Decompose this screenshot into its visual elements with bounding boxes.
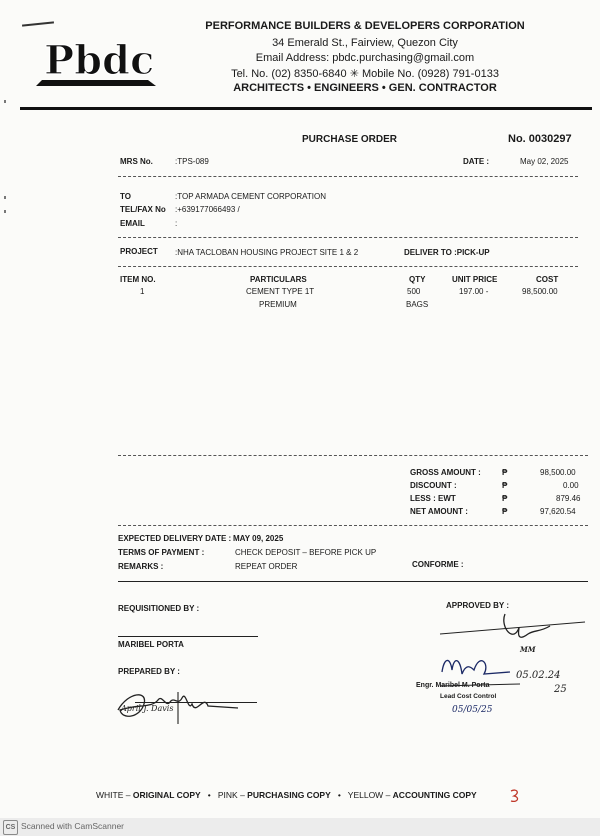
net-label: NET AMOUNT :: [410, 507, 468, 516]
signature-line: [118, 636, 258, 637]
less-label: LESS : EWT: [410, 494, 456, 503]
divider: [118, 266, 578, 267]
margin-mark: [22, 21, 54, 26]
bullet: •: [337, 790, 341, 800]
telfax-label: TEL/FAX No: [120, 205, 166, 214]
company-phones: Tel. No. (02) 8350-6840 ✳ Mobile No. (0928) 791-0133: [231, 68, 499, 80]
telfax-value: :+639177066493 /: [175, 205, 240, 214]
company-tagline: ARCHITECTS • ENGINEERS • GEN. CONTRACTOR: [233, 82, 497, 94]
margin-mark: [4, 210, 6, 213]
currency-sign: ₱: [502, 507, 508, 516]
requisitioned-name: MARIBEL PORTA: [118, 640, 184, 649]
page-title: PURCHASE ORDER: [302, 134, 398, 145]
mrs-value: :TPS-089: [175, 157, 209, 166]
col-header-particulars: PARTICULARS: [250, 275, 307, 284]
particulars-line-1: CEMENT TYPE 1T: [246, 287, 315, 296]
margin-mark: [4, 196, 6, 199]
header-rule: [20, 107, 592, 110]
divider: [118, 455, 588, 456]
unit-price: 197.00 -: [459, 287, 489, 296]
approver-title: Lead Cost Control: [440, 693, 497, 700]
item-no: 1: [140, 287, 145, 296]
mrs-label: MRS No.: [120, 157, 153, 166]
divider: [118, 581, 588, 582]
approver-name: Engr. Maribel M. Porta: [416, 682, 490, 689]
copy-distribution: [96, 790, 477, 800]
delivery-date-value: MAY 09, 2025: [233, 534, 284, 543]
discount-label: DISCOUNT :: [410, 481, 457, 490]
less-amount: 879.46: [556, 494, 581, 503]
copy-prefix: PINK –: [217, 790, 248, 800]
svg-text:Pbdc: Pbdc: [44, 37, 155, 84]
camscanner-icon: CS: [3, 820, 18, 835]
table-row: [0, 287, 600, 317]
approver-signature-scribble: [400, 612, 595, 712]
conforme-label: CONFORME :: [412, 560, 464, 569]
company-email: Email Address: pbdc.purchasing@gmail.com: [255, 52, 475, 64]
col-header-qty: QTY: [409, 275, 426, 284]
net-amount: 97,620.54: [540, 507, 576, 516]
gross-label: GROSS AMOUNT :: [410, 468, 481, 477]
project-value: :NHA TACLOBAN HOUSING PROJECT SITE 1 & 2: [175, 248, 359, 257]
gross-amount: 98,500.00: [540, 468, 576, 477]
deliver-to: DELIVER TO :PICK-UP: [404, 248, 490, 257]
project-label: PROJECT: [120, 247, 158, 256]
col-header-unit-price: UNIT PRICE: [452, 275, 498, 284]
company-name: PERFORMANCE BUILDERS & DEVELOPERS CORPORATION: [205, 20, 525, 32]
copy-purchasing: PURCHASING COPY: [247, 790, 331, 800]
po-number: [508, 133, 572, 145]
approval-hand-date: 05.02.24: [516, 670, 561, 681]
approval-hand-date-year: 25: [554, 684, 567, 695]
po-number-label: No.: [508, 133, 526, 145]
prepared-name: April J. Davis: [121, 704, 174, 713]
divider: [118, 525, 588, 526]
scanner-watermark: Scanned with CamScanner: [21, 821, 125, 831]
divider: [118, 176, 578, 177]
email-value: :: [175, 219, 178, 228]
to-label: TO: [120, 192, 131, 201]
discount-amount: 0.00: [563, 481, 579, 490]
company-logo: [32, 28, 160, 90]
particulars-line-2: PREMIUM: [259, 300, 297, 309]
copy-accounting: ACCOUNTING COPY: [392, 790, 477, 800]
prepared-label: PREPARED BY :: [118, 667, 180, 676]
to-value: :TOP ARMADA CEMENT CORPORATION: [175, 192, 326, 201]
copy-original: ORIGINAL COPY: [132, 790, 201, 800]
col-header-cost: COST: [536, 275, 559, 284]
currency-sign: ₱: [502, 494, 508, 503]
currency-sign: ₱: [502, 468, 508, 477]
col-header-item-no: ITEM NO.: [120, 275, 156, 284]
approved-label: APPROVED BY :: [446, 601, 509, 610]
margin-mark: [4, 100, 6, 103]
copy-prefix: YELLOW –: [347, 790, 393, 800]
copy-prefix: WHITE –: [96, 790, 133, 800]
email-label: EMAIL: [120, 219, 145, 228]
unit: BAGS: [406, 300, 429, 309]
bullet: •: [207, 790, 211, 800]
approver-initials-mark: MM: [520, 645, 536, 654]
requisitioned-label: REQUISITIONED BY :: [118, 604, 200, 613]
date-label: DATE :: [463, 157, 490, 166]
delivery-date-label: EXPECTED DELIVERY DATE :: [118, 534, 232, 543]
approver-hand-date: 05/05/25: [452, 705, 493, 715]
qty: 500: [407, 287, 421, 296]
divider: [118, 237, 578, 238]
po-number-value: 0030297: [528, 133, 572, 145]
signature-line: [135, 702, 257, 703]
currency-sign: ₱: [502, 481, 508, 490]
company-address: 34 Emerald St., Fairview, Quezon City: [272, 37, 458, 49]
payment-terms-value: CHECK DEPOSIT – BEFORE PICK UP: [235, 548, 377, 557]
cost: 98,500.00: [522, 287, 558, 296]
payment-terms-label: TERMS OF PAYMENT :: [118, 548, 205, 557]
check-mark-icon: [508, 788, 522, 804]
remarks-label: REMARKS :: [118, 562, 164, 571]
remarks-value: REPEAT ORDER: [235, 562, 298, 571]
date-value: May 02, 2025: [520, 157, 569, 166]
